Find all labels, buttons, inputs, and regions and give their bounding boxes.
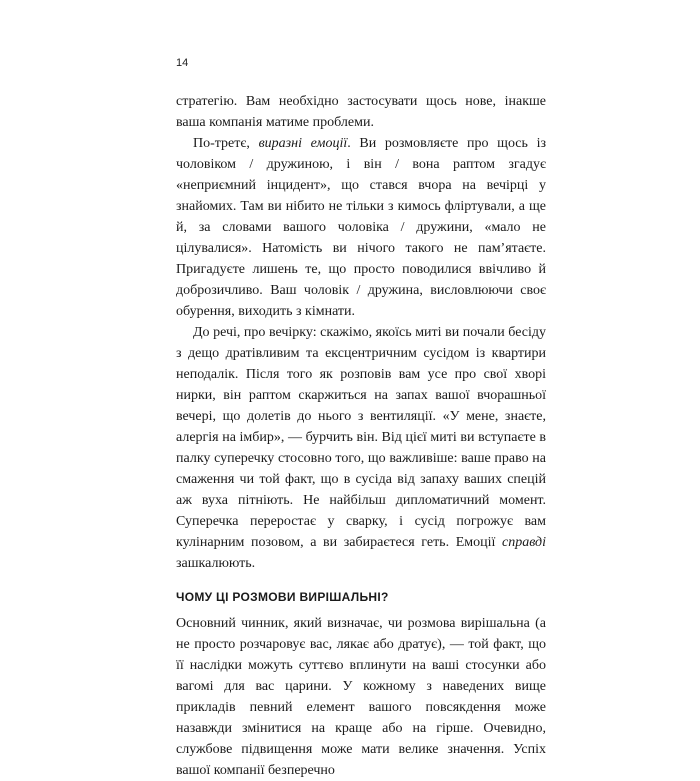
- section-heading: ЧОМУ ЦІ РОЗМОВИ ВИРІШАЛЬНІ?: [176, 590, 389, 604]
- paragraph-party-neighbor: [176, 322, 546, 574]
- page-body: [176, 91, 546, 781]
- paragraph-continuation: [176, 91, 546, 133]
- paragraph-text: зашкалюють.: [176, 556, 256, 571]
- italic-emphasis: справді: [502, 535, 546, 550]
- page-number: 14: [176, 57, 189, 69]
- italic-term: виразні емоції: [258, 136, 348, 151]
- paragraph-after-heading: Основний чинник, який визначає, чи розмова вирішальна (а не просто розчаровує вас, лякає або дратує), — той факт, що її наслідки можуть суттєво вплинути на ваші стосунки або вагомі для вас царини. У кожному з наведених вище прикладів певний елемент вашого повсякдення може назавжди змінитися на краще або на гірше. Очевидно, службове підвищення може мати велике значення. Успіх вашої компанії безперечно: [176, 616, 546, 778]
- paragraph-text: стратегію. Вам необхідно застосувати щось нове, інакше ваша компанія матиме проблеми.: [176, 94, 546, 130]
- paragraph-text: По-третє,: [193, 136, 259, 151]
- paragraph-expressive-emotions: [176, 133, 546, 322]
- paragraph-text: До речі, про вечірку: скажімо, якоїсь миті ви почали бесіду з дещо дратівливим та ексцентричним сусідом із квартири неподалік. Після того як розповів вам усе про свої хворі нирки, він раптом скаржиться на запах вашої вчорашньої вечері, що долетів до нього з вентиляції. «У мене, знаєте, алергія на імбир», — бурчить він. Від цієї миті ви вступаєте в палку суперечку стосовно того, що важливіше: ваше право на смаження чи той факт, що в сусіда від запаху ваших спецій аж вуха пітніють. Не найбільш дипломатичний момент. Суперечка переростає у сварку, і сусід погрожує вам кулінарним позовом, а ви забираєтеся геть. Емоції: [176, 325, 546, 550]
- paragraph-text: . Ви розмовляєте про щось із чоловіком / дружиною, і він / вона раптом згадує «неприємний інцидент», що стався вчора на вечірці у знайомих. Там ви нібито не тільки з кимось фліртували, а ще й, за словами вашого чоловіка / дружини, «мало не цілувалися». Натомість ви нічого такого не пам’ятаєте. Пригадуєте лишень те, що просто поводилися ввічливо й доброзичливо. Ваш чоловік / дружина, висловлюючи своє обурення, виходить з кімнати.: [176, 136, 547, 319]
